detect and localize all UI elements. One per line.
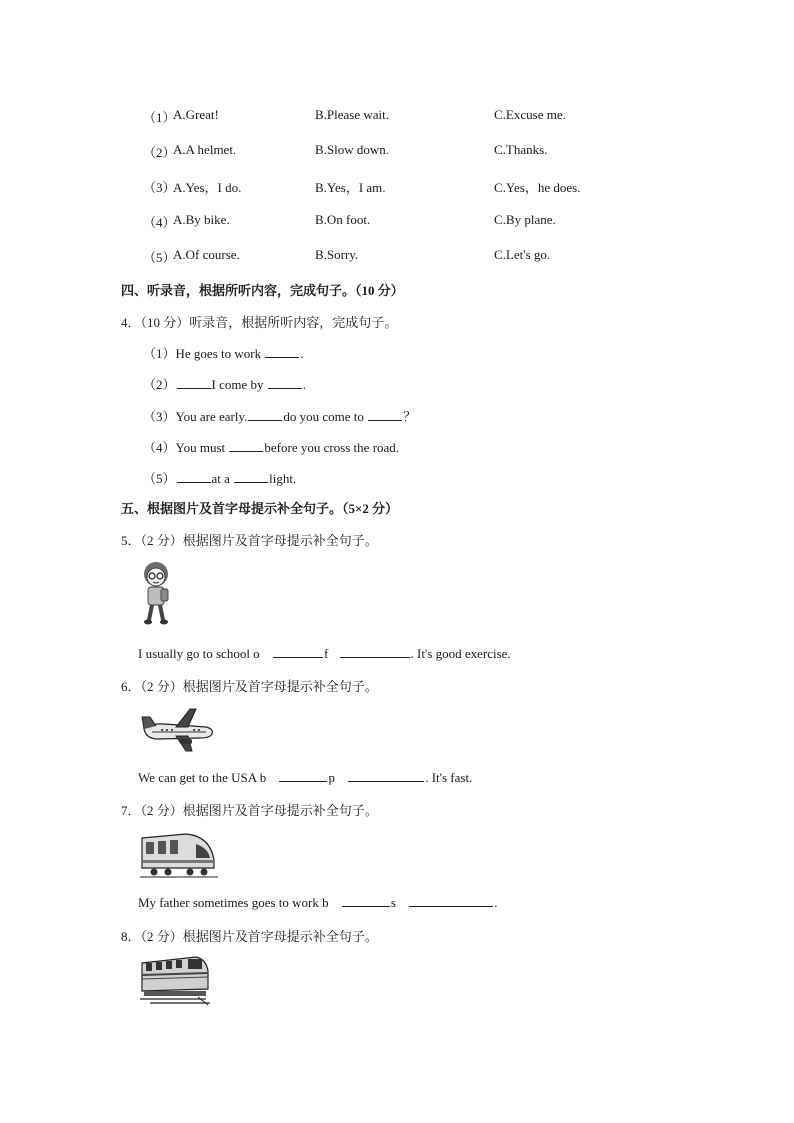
fill-item [143, 468, 296, 487]
sentence [138, 894, 497, 911]
option-c: C.Let's go. [494, 247, 551, 262]
answer-blank[interactable] [177, 376, 211, 389]
item-text: I come by [211, 377, 267, 392]
subway-train-icon [140, 830, 218, 880]
fill-item [143, 374, 306, 393]
sentence [138, 769, 472, 786]
letter-hint: p [328, 770, 335, 785]
option-row-num: （2） [143, 145, 176, 160]
sentence-text: . It's good exercise. [410, 646, 511, 661]
train-icon [140, 953, 212, 1007]
answer-blank[interactable] [248, 408, 282, 421]
option-row-num: （3） [143, 180, 176, 195]
option-a: A.Of course. [173, 247, 240, 262]
option-c: C.Yes，he does. [494, 180, 581, 195]
option-b: B.Slow down. [315, 142, 390, 157]
item-text: . [302, 377, 306, 392]
option-row-num: （5） [143, 250, 176, 265]
answer-blank[interactable] [342, 894, 390, 907]
item-num: （2） [143, 377, 176, 392]
sentence [138, 645, 511, 662]
item-num: （1） [143, 346, 176, 361]
item-text: . [300, 346, 304, 361]
option-b: B.Sorry. [315, 247, 359, 262]
answer-blank[interactable] [368, 408, 402, 421]
fill-item [143, 406, 416, 425]
item-text: do you come to [283, 409, 368, 424]
boy-walking-icon [136, 560, 176, 628]
airplane-icon [140, 705, 216, 755]
answer-blank[interactable] [279, 769, 327, 782]
item-num: （4） [143, 440, 176, 455]
answer-blank[interactable] [340, 645, 410, 658]
answer-blank[interactable] [273, 645, 323, 658]
answer-blank[interactable] [265, 345, 299, 358]
option-row-num: （1） [143, 110, 176, 125]
item-text: light. [269, 471, 297, 486]
option-c: C.Excuse me. [494, 107, 566, 122]
option-row-num: （4） [143, 215, 176, 230]
option-b: B.Please wait. [315, 107, 390, 122]
sentence-text: We can get to the USA b [138, 770, 267, 785]
answer-blank[interactable] [409, 894, 493, 907]
option-a: A.Yes，I do. [173, 180, 242, 195]
fill-item [143, 343, 304, 362]
option-c: C.By plane. [494, 212, 556, 227]
question-title: 5．（2 分）根据图片及首字母提示补全句子。 [121, 533, 378, 548]
question-title: 6．（2 分）根据图片及首字母提示补全句子。 [121, 679, 378, 694]
option-c: C.Thanks. [494, 142, 548, 157]
sentence-text: . It's fast. [425, 770, 473, 785]
letter-hint: s [390, 895, 396, 910]
item-text: before you cross the road. [264, 440, 400, 455]
item-num: （5） [143, 471, 176, 486]
item-text: You are early. [175, 409, 248, 424]
answer-blank[interactable] [229, 439, 263, 452]
option-a: A.By bike. [173, 212, 230, 227]
item-num: （3） [143, 409, 176, 424]
answer-blank[interactable] [348, 769, 424, 782]
answer-blank[interactable] [234, 470, 268, 483]
item-text: at a [211, 471, 234, 486]
section-heading: 五、根据图片及首字母提示补全句子。（5×2 分） [121, 501, 399, 516]
question-title: 4．（10 分）听录音，根据所听内容，完成句子。 [121, 315, 398, 330]
option-a: A.Great! [173, 107, 219, 122]
option-b: B.Yes，I am. [315, 180, 386, 195]
item-text: He goes to work [175, 346, 265, 361]
item-text: ？ [403, 409, 417, 424]
question-title: 7．（2 分）根据图片及首字母提示补全句子。 [121, 803, 378, 818]
letter-hint: f [323, 646, 329, 661]
item-text: You must [175, 440, 229, 455]
section-heading: 四、听录音，根据所听内容，完成句子。（10 分） [121, 283, 404, 298]
option-b: B.On foot. [315, 212, 371, 227]
sentence-text: . [494, 895, 498, 910]
sentence-text: I usually go to school o [138, 646, 260, 661]
question-title: 8．（2 分）根据图片及首字母提示补全句子。 [121, 929, 378, 944]
fill-item [143, 437, 399, 456]
sentence-text: My father sometimes goes to work b [138, 895, 329, 910]
option-a: A.A helmet. [173, 142, 237, 157]
answer-blank[interactable] [177, 470, 211, 483]
answer-blank[interactable] [268, 376, 302, 389]
